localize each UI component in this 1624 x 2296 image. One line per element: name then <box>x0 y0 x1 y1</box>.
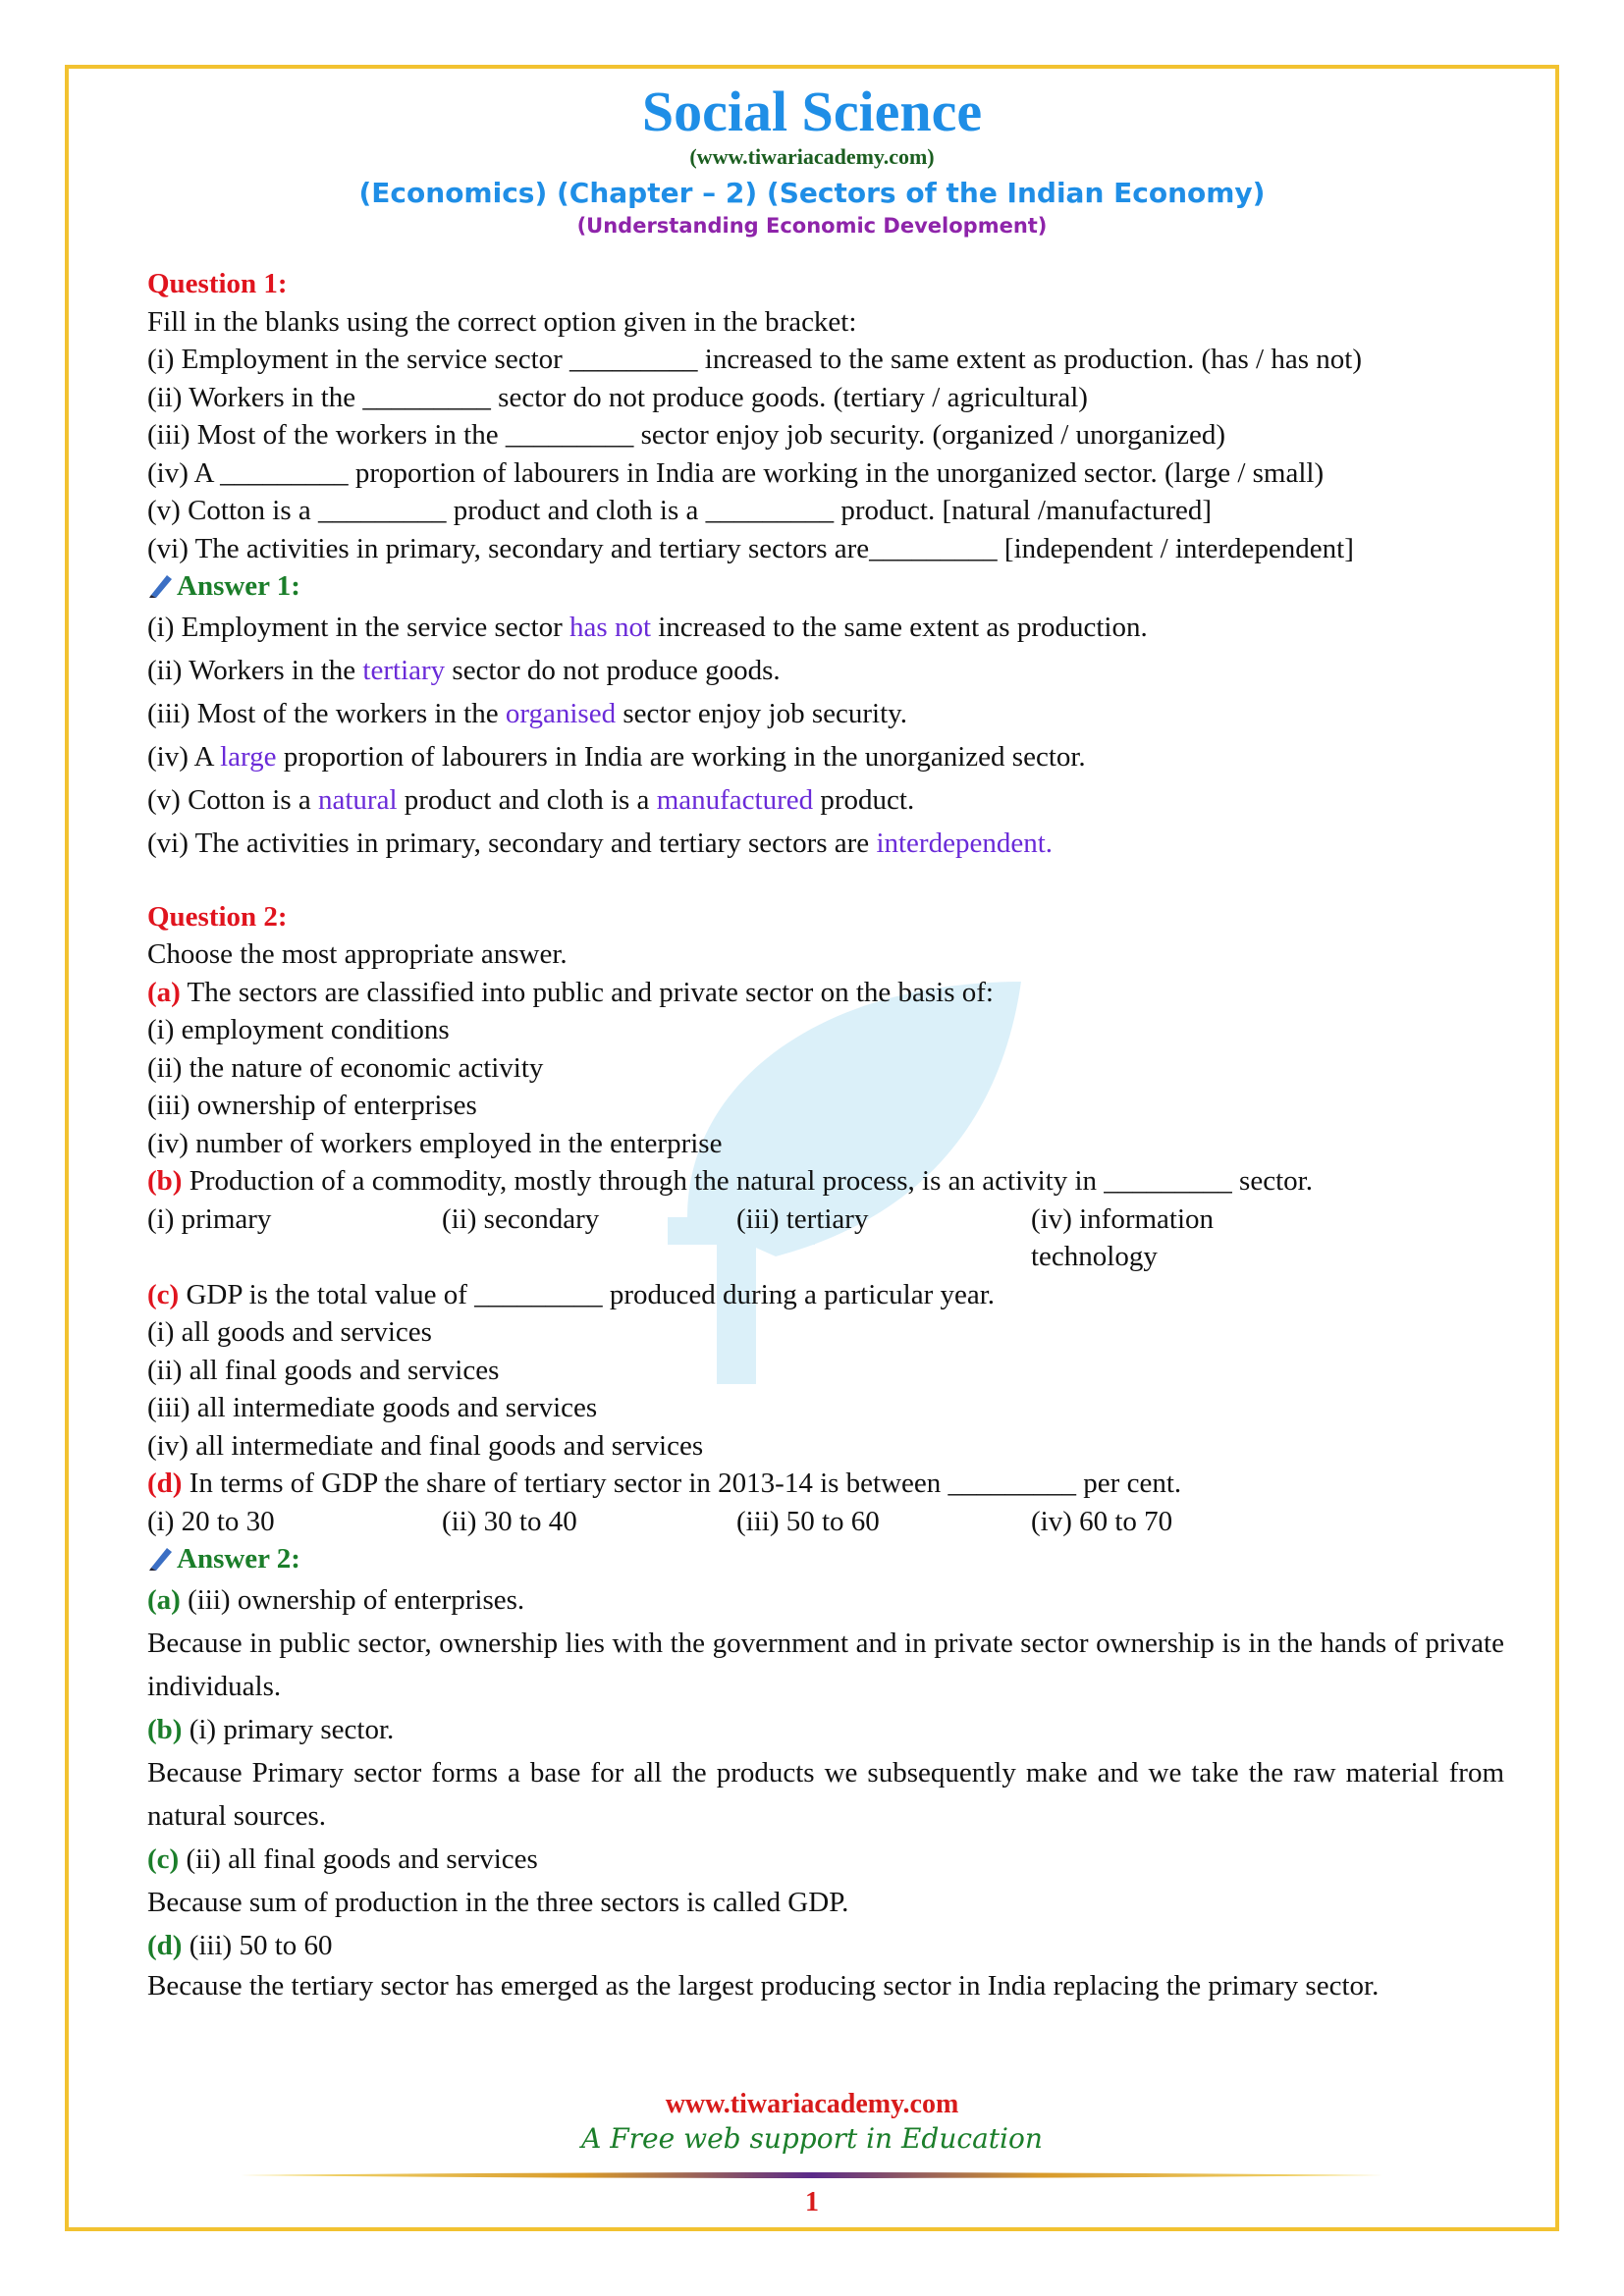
answer-1-line: (v) Cotton is a natural product and cloth is a manufactured product. <box>147 783 915 816</box>
option: (iv) 60 to 70 <box>1031 1505 1173 1537</box>
option: (ii) secondary <box>442 1202 600 1235</box>
question-1-item: (ii) Workers in the _________ sector do not produce goods. (tertiary / agricultural) <box>147 381 1088 413</box>
question-1-item: (iv) A _________ proportion of labourers in India are working in the unorganized sector. (large / small) <box>147 456 1325 489</box>
question-1-intro: Fill in the blanks using the correct option given in the bracket: <box>147 305 857 338</box>
option: (iii) ownership of enterprises <box>147 1090 477 1121</box>
footer-site-link[interactable]: www.tiwariacademy.com <box>665 2089 959 2119</box>
footer-divider <box>241 2171 1383 2179</box>
page-number: 1 <box>805 2187 819 2217</box>
answer-1-line: (ii) Workers in the tertiary sector do not produce goods. <box>147 654 781 686</box>
answer-2c: (c) (ii) all final goods and services <box>147 1842 538 1875</box>
page-content <box>147 265 1504 2004</box>
answer-1-line: (i) Employment in the service sector has not increased to the same extent as production. <box>147 611 1148 643</box>
answer-2-heading: Answer 2: <box>147 1540 1504 1578</box>
answer-1-heading: Answer 1: <box>147 567 1504 606</box>
question-2-heading: Question 2: <box>147 900 288 933</box>
options-row <box>147 1201 1504 1276</box>
answer-2a: (a) (iii) ownership of enterprises. <box>147 1583 525 1616</box>
question-2-intro: Choose the most appropriate answer. <box>147 938 568 970</box>
option: (ii) 30 to 40 <box>442 1505 577 1537</box>
answer-1-line: (iv) A large proportion of labourers in India are working in the unorganized sector. <box>147 740 1086 773</box>
question-1-heading: Question 1: <box>147 268 288 299</box>
option: (iii) tertiary <box>736 1202 869 1235</box>
header-site: (www.tiwariacademy.com) <box>689 144 935 169</box>
answer-1-line: (iii) Most of the workers in the organised sector enjoy job security. <box>147 697 907 729</box>
option: (iv) information technology <box>1031 1202 1215 1272</box>
option: (iv) all intermediate and final goods and services <box>147 1429 704 1462</box>
option: (ii) the nature of economic activity <box>147 1051 544 1084</box>
chapter-heading: (Economics) (Chapter – 2) (Sectors of the Indian Economy) <box>358 177 1266 209</box>
option: (i) primary <box>147 1202 272 1235</box>
answer-1-line: (vi) The activities in primary, secondary and tertiary sectors are interdependent. <box>147 827 1054 859</box>
question-2c: (c) GDP is the total value of _________ produced during a particular year. <box>147 1278 996 1310</box>
option: (i) all goods and services <box>147 1316 432 1348</box>
answer-2b-reason: Because Primary sector forms a base for all the products we subsequently make and we take the raw material from natural sources. <box>147 1756 1504 1832</box>
footer-tagline: A Free web support in Education <box>581 2122 1043 2155</box>
question-2d: (d) In terms of GDP the share of tertiary sector in 2013-14 is between _________ per cent. <box>147 1468 1182 1499</box>
answer-2a-reason: Because in public sector, ownership lies with the government and in private sector ownership is in the hands of private individuals. <box>147 1627 1504 1702</box>
options-row <box>147 1503 1504 1541</box>
answer-2d-reason: Because the tertiary sector has emerged as the largest producing sector in India replacing the primary sector. <box>147 1969 1380 2002</box>
question-1-item: (v) Cotton is a _________ product and cloth is a _________ product. [natural /manufactured] <box>147 495 1213 526</box>
answer-2b: (b) (i) primary sector. <box>147 1713 395 1745</box>
question-1-item: (iii) Most of the workers in the _________ sector enjoy job security. (organized / unorganized) <box>147 419 1225 451</box>
pen-icon <box>147 1544 175 1572</box>
option: (i) employment conditions <box>147 1014 450 1045</box>
question-2b: (b) Production of a commodity, mostly through the natural process, is an activity in _________ sector. <box>147 1165 1313 1197</box>
option: (iii) all intermediate goods and services <box>147 1392 598 1423</box>
option: (iv) number of workers employed in the enterprise <box>147 1127 723 1159</box>
option: (ii) all final goods and services <box>147 1354 500 1386</box>
option: (iii) 50 to 60 <box>736 1505 880 1537</box>
answer-2d: (d) (iii) 50 to 60 <box>147 1929 333 1961</box>
book-subtitle: (Understanding Economic Development) <box>576 214 1048 238</box>
pen-icon <box>147 571 175 599</box>
option: (i) 20 to 30 <box>147 1505 275 1537</box>
question-2a: (a) The sectors are classified into public and private sector on the basis of: <box>147 976 994 1008</box>
answer-2c-reason: Because sum of production in the three sectors is called GDP. <box>147 1886 849 1918</box>
page-title: Social Science <box>641 80 983 143</box>
question-1-item: (i) Employment in the service sector _________ increased to the same extent as production. (has / has not) <box>147 344 1362 375</box>
question-1-item: (vi) The activities in primary, secondary and tertiary sectors are_________ [independent / interdependent] <box>147 532 1354 564</box>
